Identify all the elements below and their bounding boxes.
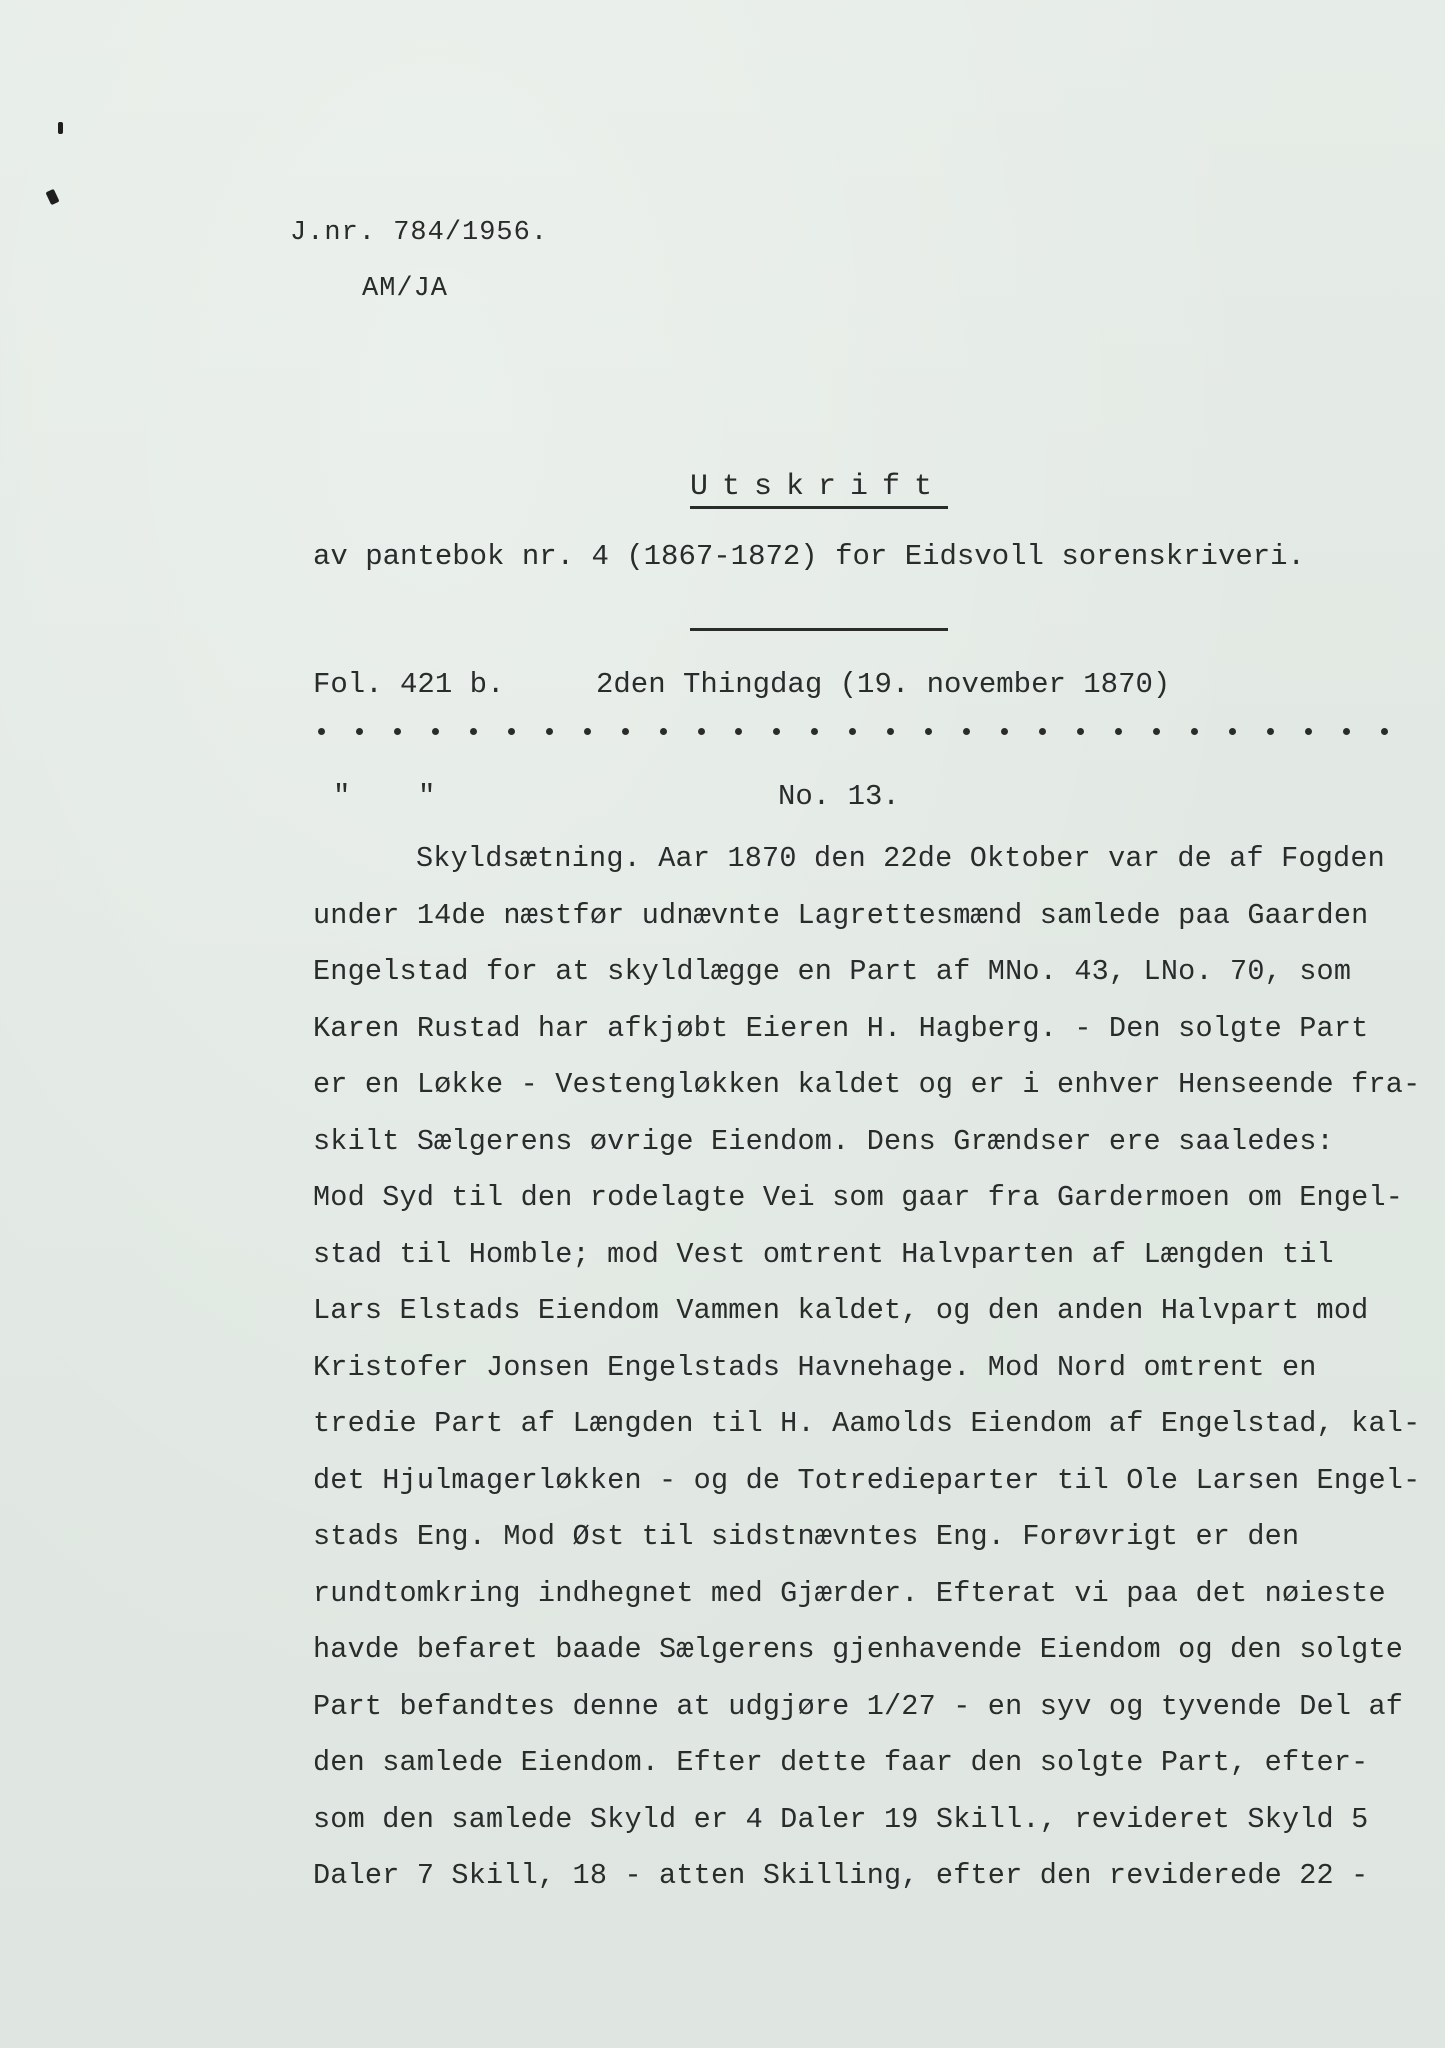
leader-dot: [1381, 728, 1388, 735]
body-line: den samlede Eiendom. Efter dette faar den solgte Part, efter-: [313, 1746, 1369, 1779]
leader-dot: [660, 728, 667, 735]
body-line: stad til Homble; mod Vest omtrent Halvparten af Længden til: [313, 1237, 1334, 1271]
body-line: tredie Part af Længden til H. Aamolds Eiendom af Engelstad, kal-: [313, 1407, 1421, 1440]
title-underline: [690, 506, 948, 509]
body-line: Mod Syd til den rodelagte Vei som gaar fra Gardermoen om Engel-: [313, 1181, 1404, 1214]
leader-dot: [963, 728, 970, 735]
folio-number: Fol. 421 b.: [313, 668, 505, 701]
ditto-mark: ": [333, 780, 351, 813]
initials: AM/JA: [362, 274, 449, 304]
leader-dot: [1077, 728, 1084, 735]
thingdag-date: 2den Thingdag (19. november 1870): [596, 668, 1171, 701]
leader-dot: [698, 728, 705, 735]
leader-dot: [1039, 728, 1046, 735]
document-subtitle: av pantebok nr. 4 (1867-1872) for Eidsvoll sorenskriveri.: [313, 540, 1305, 573]
document-title: Utskrift: [690, 470, 947, 504]
body-line: Karen Rustad har afkjøbt Eieren H. Hagberg. - Den solgte Part: [313, 1011, 1369, 1045]
body-line: Daler 7 Skill, 18 - atten Skilling, efter den reviderede 22 -: [313, 1859, 1369, 1892]
body-line: Kristofer Jonsen Engelstads Havnehage. Mod Nord omtrent en: [313, 1350, 1317, 1384]
separator-rule: [690, 628, 948, 631]
body-line: Part befandtes denne at udgjøre 1/27 - en syv og tyvende Del af: [313, 1689, 1404, 1723]
journal-number: J.nr. 784/1956.: [290, 218, 549, 248]
leader-dot: [1191, 728, 1198, 735]
leader-dot: [773, 728, 780, 735]
body-line: er en Løkke - Vestengløkken kaldet og er i enhver Henseende fra-: [313, 1068, 1421, 1101]
body-line: rundtomkring indhegnet med Gjærder. Efterat vi paa det nøieste: [313, 1576, 1386, 1610]
leader-dot: [1153, 728, 1160, 735]
leader-dot: [1115, 728, 1122, 735]
leader-dot: [811, 728, 818, 735]
body-line: som den samlede Skyld er 4 Daler 19 Skill., revideret Skyld 5: [313, 1802, 1369, 1836]
body-line: Skyldsætning. Aar 1870 den 22de Oktober var de af Fogden: [416, 842, 1385, 875]
margin-mark-top: [58, 122, 63, 134]
dotted-leader: [318, 728, 1388, 748]
body-line: under 14de næstfør udnævnte Lagrettesmænd samlede paa Gaarden: [313, 898, 1369, 932]
body-line: stads Eng. Mod Øst til sidstnævntes Eng. Forøvrigt er den: [313, 1520, 1300, 1553]
leader-dot: [394, 728, 401, 735]
margin-mark-bottom: [45, 189, 59, 205]
leader-dot: [622, 728, 629, 735]
leader-dot: [1267, 728, 1274, 735]
body-line: Engelstad for at skyldlægge en Part af MNo. 43, LNo. 70, som: [313, 955, 1352, 988]
leader-dot: [1305, 728, 1312, 735]
body-line: Lars Elstads Eiendom Vammen kaldet, og den anden Halvpart mod: [313, 1294, 1369, 1327]
leader-dot: [925, 728, 932, 735]
body-line: havde befaret baade Sælgerens gjenhavende Eiendom og den solgte: [313, 1633, 1404, 1666]
leader-dot: [1343, 728, 1350, 735]
leader-dot: [508, 728, 515, 735]
leader-dot: [887, 728, 894, 735]
leader-dot: [1001, 728, 1008, 735]
leader-dot: [432, 728, 439, 735]
body-line: skilt Sælgerens øvrige Eiendom. Dens Grændser ere saaledes:: [313, 1124, 1334, 1158]
leader-dot: [584, 728, 591, 735]
leader-dot: [1229, 728, 1236, 735]
leader-dot: [318, 728, 325, 735]
ditto-mark: ": [418, 780, 436, 813]
body-line: det Hjulmagerløkken - og de Totredieparter til Ole Larsen Engel-: [313, 1463, 1421, 1497]
leader-dot: [735, 728, 742, 735]
entry-number: No. 13.: [778, 780, 900, 813]
leader-dot: [546, 728, 553, 735]
leader-dot: [356, 728, 363, 735]
leader-dot: [470, 728, 477, 735]
leader-dot: [849, 728, 856, 735]
